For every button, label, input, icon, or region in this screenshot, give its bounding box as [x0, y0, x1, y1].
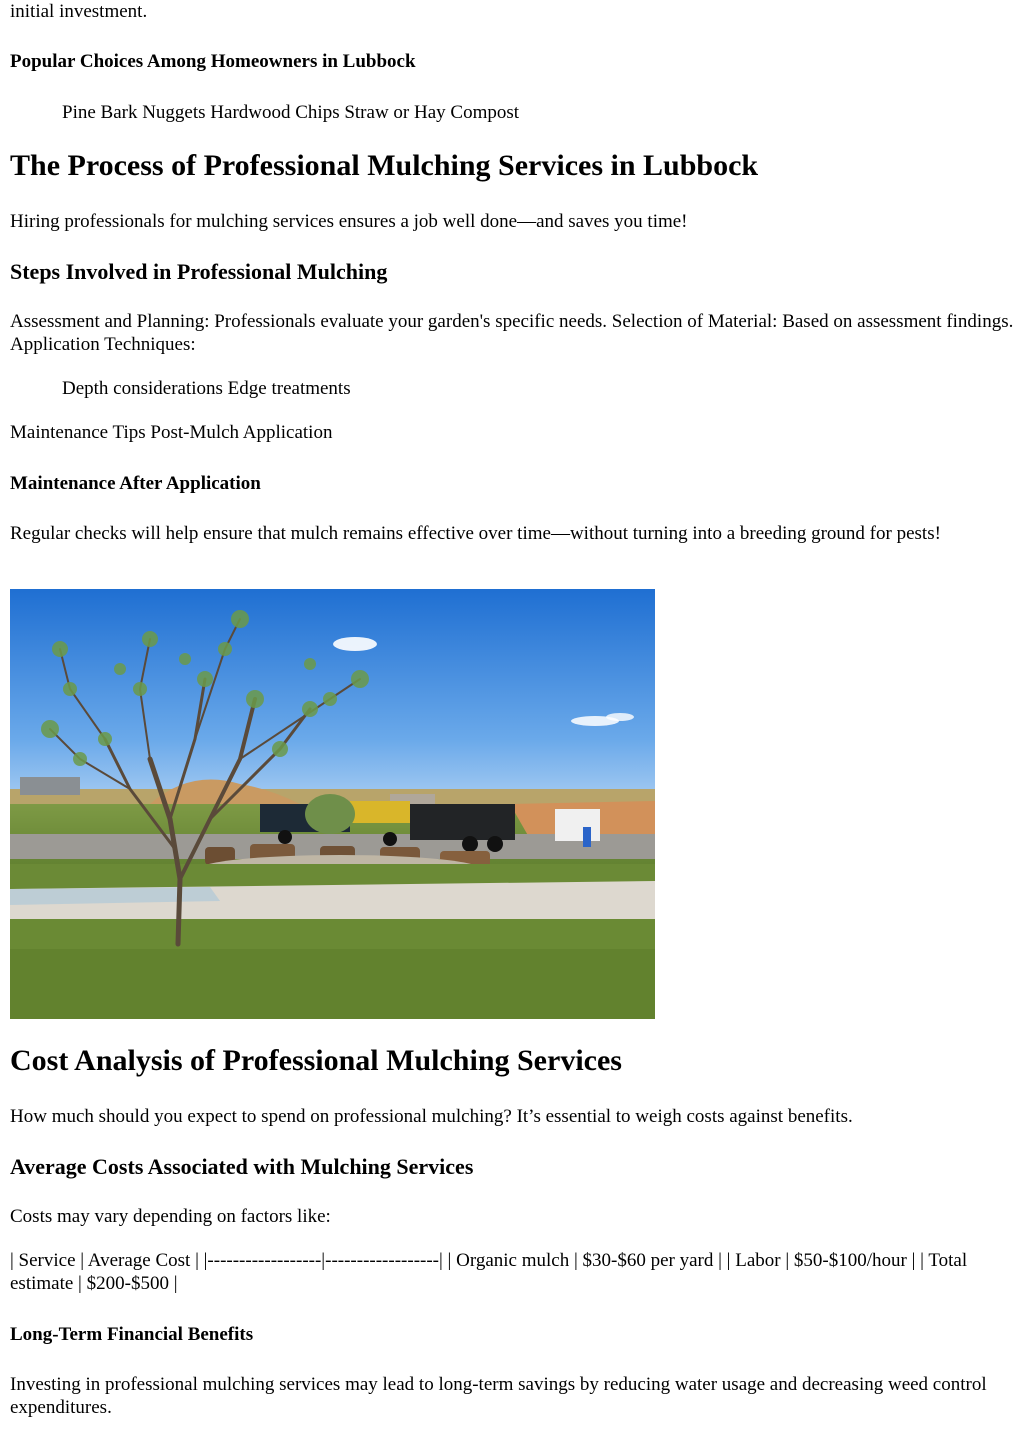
cloud-icon: [606, 713, 634, 721]
popular-choices-list: Pine Bark Nuggets Hardwood Chips Straw or Hay Compost: [62, 102, 520, 123]
process-intro-text: Hiring professionals for mulching services ensures a job well done—and saves you time!: [10, 211, 688, 232]
wheel: [383, 832, 397, 846]
cost-factors-text: Costs may vary depending on factors like:: [10, 1206, 331, 1227]
popular-choices-heading: Popular Choices Among Homeowners in Lubbock: [10, 51, 416, 72]
cloud-icon: [333, 637, 377, 651]
shrub: [305, 794, 355, 834]
intro-tail-text: initial investment.: [10, 1, 148, 22]
long-term-text: Investing in professional mulching services may lead to long-term savings by reducing water usage and decreasing weed control expenditures.: [10, 1374, 987, 1418]
landscape-photo: [10, 589, 655, 1019]
maintenance-heading: Maintenance After Application: [10, 473, 261, 494]
average-costs-heading: Average Costs Associated with Mulching Services: [10, 1154, 474, 1179]
steps-text: Assessment and Planning: Professionals evaluate your garden's specific needs. Selection of Material: Based on assessment findings. Application Techniques:: [10, 311, 1014, 355]
steps-heading: Steps Involved in Professional Mulching: [10, 259, 388, 284]
worker: [583, 827, 591, 847]
wheel: [487, 836, 503, 852]
maintenance-tips-text: Maintenance Tips Post-Mulch Application: [10, 422, 333, 443]
foreground-grass-shade: [10, 949, 655, 1019]
skid-steer: [555, 809, 600, 841]
techniques-list: Depth considerations Edge treatments: [62, 378, 351, 399]
cost-intro-text: How much should you expect to spend on professional mulching? It’s essential to weigh costs against benefits.: [10, 1106, 853, 1127]
wheel: [278, 830, 292, 844]
wheel: [462, 836, 478, 852]
process-heading: The Process of Professional Mulching Services in Lubbock: [10, 149, 759, 182]
maintenance-text: Regular checks will help ensure that mulch remains effective over time—without turning into a breeding ground for pests!: [10, 523, 941, 544]
excavator: [350, 801, 410, 823]
cost-heading: Cost Analysis of Professional Mulching Services: [10, 1044, 622, 1077]
long-term-heading: Long-Term Financial Benefits: [10, 1324, 254, 1345]
dump-trailer: [410, 804, 515, 840]
cost-table-text: | Service | Average Cost | |------------------|------------------| | Organic mulch | $30-$60 per yard | | Labor | $50-$100/hour | | Total estimate | $200-$500 |: [10, 1250, 968, 1294]
building: [20, 777, 80, 795]
